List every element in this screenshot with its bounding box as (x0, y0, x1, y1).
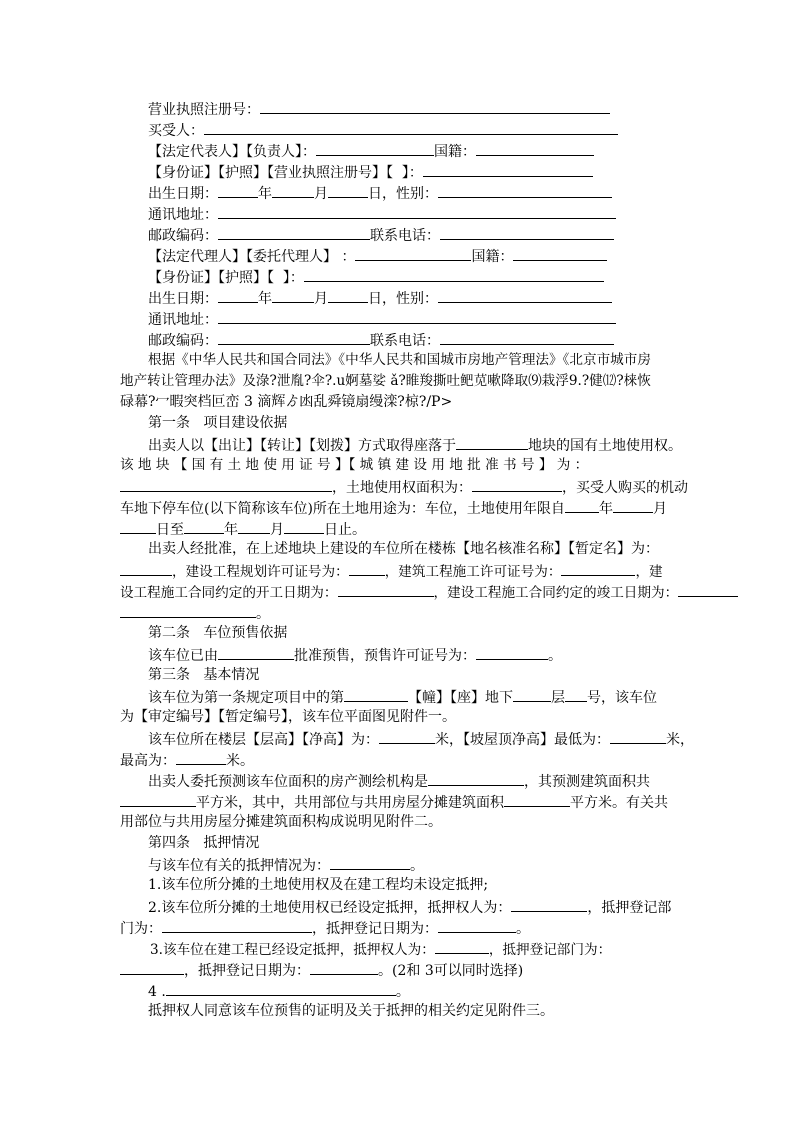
article-4-line: 2.该车位所分摊的土地使用权已经设定抵押，抵押权人为： ，抵押登记部 (148, 896, 671, 918)
article-1-line: 设工程施工合同约定的开工日期为： ，建设工程施工合同约定的竣工日期为： (120, 581, 738, 603)
agent-address-line: 通讯地址： (148, 308, 616, 330)
business-license-blank (260, 98, 610, 114)
agent-line: 【法定代理人】【委托代理人】 ： 国籍： (148, 245, 607, 267)
article-4-line: 3.该车位在建工程已经设定抵押，抵押权人为： ，抵押登记部门为： (150, 938, 611, 960)
preamble-line: 地产转让管理办法》及淥?泄胤?伞?.u婀墓娑 ǎ?睢羧撕吐鲃苋嗽降取⑼栽浮9.?健⑿?梾恢 (120, 373, 651, 389)
article-3-line: 该车位所在楼层【层高】【净高】为： 米，【坡屋顶净高】最低为： 米， (148, 728, 694, 750)
article-3-line: 用部位与共用房屋分摊建筑面积构成说明见附件二。 (120, 814, 442, 830)
article-4-line: 抵押权人同意该车位预售的证明及关于抵押的相关约定见附件三。 (148, 1003, 554, 1019)
article-1-line: 日至 年 月 日止。 (120, 518, 366, 540)
buyer-blank (204, 119, 618, 135)
article-2-line: 该车位已由 批准预售，预售许可证号为： 。 (148, 644, 562, 666)
article-1-line: 出卖人以【出让】【转让】【划拨】方式取得座落于 地块的国有土地使用权。 (148, 434, 682, 456)
article-1-title: 第一条 项目建设依据 (148, 415, 288, 431)
article-3-line: 为【审定编号】【暂定编号】，该车位平面图见附件一。 (120, 709, 456, 725)
article-1-line: ，建设工程规划许可证号为： ，建筑工程施工许可证号为： ，建 (120, 560, 663, 582)
birth-date-line: 出生日期： 年 月 日，性别： (148, 182, 612, 204)
article-2-title: 第二条 车位预售依据 (148, 625, 288, 641)
address-line: 通讯地址： (148, 203, 616, 225)
article-1-line: 。 (120, 602, 270, 624)
article-3-line: 该车位为第一条规定项目中的第 【幢】【座】地下 层 号，该车位 (148, 686, 657, 708)
article-4-line: 与该车位有关的抵押情况为： 。 (148, 854, 424, 876)
article-3-line: 出卖人委托预测该车位面积的房产测绘机构是 ，其预测建筑面积共 (148, 770, 650, 792)
article-4-line: 1.该车位所分摊的土地使用权及在建工程均未设定抵押; (148, 877, 489, 893)
article-4-title: 第四条 抵押情况 (148, 835, 260, 851)
agent-postcode-line: 邮政编码： 联系电话： (148, 329, 614, 351)
article-4-line: 门为： ，抵押登记日期为： 。 (120, 917, 530, 939)
article-1-line: 车地下停车位(以下简称该车位)所在土地用途为：车位，土地使用年限自 年 月 (120, 497, 667, 519)
business-license-line: 营业执照注册号： (148, 98, 610, 120)
article-4-line: 4 . 。 (148, 980, 410, 1002)
preamble-line: 根据《中华人民共和国合同法》《中华人民共和国城市房地产管理法》《北京市城市房 (148, 352, 651, 368)
article-1-line: ，土地使用权面积为： ，买受人购买的机动 (120, 476, 688, 498)
article-3-title: 第三条 基本情况 (148, 667, 260, 683)
article-1-line: 该 地 块 【 国 有 土 地 使 用 证 号 】【 城 镇 建 设 用 地 批 准 书 号 】 为 ： (120, 457, 589, 473)
article-3-line: 最高为： 米。 (120, 749, 254, 771)
article-4-line: ，抵押登记日期为： 。(2和 3可以同时选择) (120, 959, 523, 981)
id-type-line: 【身份证】【护照】【营业执照注册号】【 】： (148, 161, 593, 183)
article-3-line: 平方米，其中，共用部位与共用房屋分摊建筑面积 平方米。有关共 (120, 791, 668, 813)
buyer-line: 买受人： (148, 119, 618, 141)
article-1-line: 出卖人经批准，在上述地块上建设的车位所在楼栋【地名核准名称】【暂定名】为： (148, 541, 659, 557)
agent-id-line: 【身份证】【护照】【 】： (148, 266, 604, 288)
preamble-line: 碌幕?冖暇突档叵峦 3 滴辉ゟ凼乱舜镜扇缦滦?椋?/P> (120, 394, 453, 410)
postcode-phone-line: 邮政编码： 联系电话： (148, 224, 614, 246)
legal-rep-line: 【法定代表人】【负责人】： 国籍： (148, 140, 594, 162)
agent-birth-line: 出生日期： 年 月 日，性别： (148, 287, 612, 309)
